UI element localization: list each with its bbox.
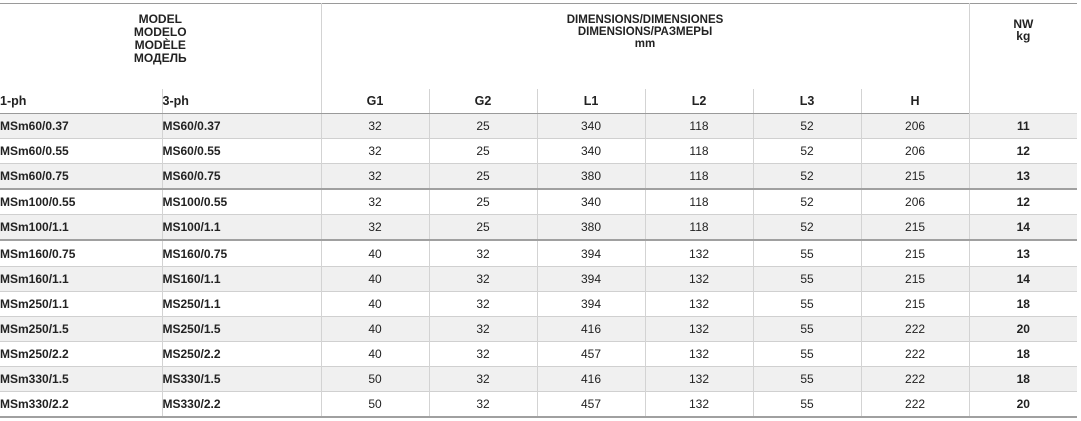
model-3ph: MS250/1.1 [162, 291, 321, 316]
model-1ph: MSm250/2.2 [0, 341, 162, 366]
model-3ph: MS330/1.5 [162, 366, 321, 391]
l1-value: 394 [537, 240, 645, 266]
model-label-en: MODEL [138, 12, 182, 26]
col-header-g1: G1 [321, 89, 429, 114]
h-value: 222 [861, 341, 969, 366]
g1-value: 32 [321, 189, 429, 215]
table-row [0, 189, 1077, 215]
table-row [0, 164, 1077, 190]
l3-value: 55 [753, 291, 861, 316]
h-value: 215 [861, 164, 969, 190]
g2-value: 32 [429, 341, 537, 366]
col-header-l2: L2 [645, 89, 753, 114]
model-3ph: MS250/1.5 [162, 316, 321, 341]
model-1ph: MSm100/0.55 [0, 189, 162, 215]
l2-value: 132 [645, 266, 753, 291]
table-row [0, 291, 1077, 316]
l3-value: 52 [753, 164, 861, 190]
h-value: 222 [861, 392, 969, 418]
g1-value: 50 [321, 392, 429, 418]
l1-value: 394 [537, 291, 645, 316]
g2-value: 32 [429, 266, 537, 291]
g1-value: 40 [321, 316, 429, 341]
g2-value: 32 [429, 316, 537, 341]
table-row [0, 341, 1077, 366]
weight-value: 13 [969, 164, 1077, 190]
weight-unit: kg [1016, 29, 1031, 43]
l1-value: 457 [537, 392, 645, 418]
model-1ph: MSm60/0.75 [0, 164, 162, 190]
l1-value: 380 [537, 215, 645, 241]
model-3ph: MS60/0.55 [162, 139, 321, 164]
g2-value: 32 [429, 240, 537, 266]
table-body [0, 114, 1077, 418]
l3-value: 55 [753, 366, 861, 391]
l3-value: 55 [753, 240, 861, 266]
dimensions-unit: mm [634, 38, 656, 50]
col-header-h: H [861, 89, 969, 114]
l2-value: 118 [645, 164, 753, 190]
l3-value: 55 [753, 392, 861, 418]
model-1ph: MSm330/1.5 [0, 366, 162, 391]
g2-value: 25 [429, 139, 537, 164]
weight-value: 18 [969, 291, 1077, 316]
l2-value: 132 [645, 291, 753, 316]
weight-value: 20 [969, 392, 1077, 418]
dimensions-label-line1: DIMENSIONS/DIMENSIONES [566, 14, 724, 26]
table-row [0, 392, 1077, 418]
table-row [0, 114, 1077, 139]
g1-value: 32 [321, 139, 429, 164]
model-1ph: MSm60/0.37 [0, 114, 162, 139]
col-header-l1: L1 [537, 89, 645, 114]
dimensions-table [0, 3, 1077, 418]
weight-value: 20 [969, 316, 1077, 341]
table-row [0, 316, 1077, 341]
table-row [0, 366, 1077, 391]
col-header-1ph: 1-ph [0, 89, 162, 114]
l1-value: 340 [537, 114, 645, 139]
model-3ph: MS160/1.1 [162, 266, 321, 291]
weight-value: 14 [969, 266, 1077, 291]
weight-header [969, 4, 1077, 114]
g2-value: 25 [429, 215, 537, 241]
model-3ph: MS60/0.37 [162, 114, 321, 139]
h-value: 222 [861, 316, 969, 341]
l3-value: 52 [753, 139, 861, 164]
col-header-g2: G2 [429, 89, 537, 114]
weight-value: 12 [969, 139, 1077, 164]
g2-value: 32 [429, 291, 537, 316]
h-value: 215 [861, 291, 969, 316]
table-row [0, 215, 1077, 241]
l1-value: 340 [537, 139, 645, 164]
g1-value: 40 [321, 341, 429, 366]
model-3ph: MS100/1.1 [162, 215, 321, 241]
model-1ph: MSm330/2.2 [0, 392, 162, 418]
weight-value: 13 [969, 240, 1077, 266]
model-1ph: MSm100/1.1 [0, 215, 162, 241]
dimensions-label-line2: DIMENSIONS/РАЗМЕРЫ [577, 26, 713, 38]
dimensions-header [321, 4, 969, 90]
model-1ph: MSm60/0.55 [0, 139, 162, 164]
h-value: 206 [861, 189, 969, 215]
weight-value: 18 [969, 366, 1077, 391]
h-value: 215 [861, 266, 969, 291]
model-1ph: MSm250/1.1 [0, 291, 162, 316]
model-3ph: MS160/0.75 [162, 240, 321, 266]
l1-value: 340 [537, 189, 645, 215]
g1-value: 32 [321, 215, 429, 241]
l2-value: 132 [645, 392, 753, 418]
weight-value: 14 [969, 215, 1077, 241]
model-label-ru: МОДЕЛЬ [133, 51, 187, 65]
table-row [0, 240, 1077, 266]
g2-value: 32 [429, 392, 537, 418]
model-1ph: MSm250/1.5 [0, 316, 162, 341]
l3-value: 55 [753, 266, 861, 291]
col-header-l3: L3 [753, 89, 861, 114]
model-1ph: MSm160/1.1 [0, 266, 162, 291]
l2-value: 118 [645, 215, 753, 241]
g1-value: 40 [321, 291, 429, 316]
weight-value: 11 [969, 114, 1077, 139]
model-3ph: MS250/2.2 [162, 341, 321, 366]
l3-value: 55 [753, 341, 861, 366]
weight-value: 18 [969, 341, 1077, 366]
g2-value: 32 [429, 366, 537, 391]
l1-value: 457 [537, 341, 645, 366]
l3-value: 52 [753, 114, 861, 139]
l2-value: 118 [645, 139, 753, 164]
model-label-fr: MODÈLE [134, 38, 186, 52]
g2-value: 25 [429, 164, 537, 190]
l2-value: 132 [645, 240, 753, 266]
l3-value: 55 [753, 316, 861, 341]
g1-value: 40 [321, 240, 429, 266]
table-row [0, 139, 1077, 164]
g2-value: 25 [429, 189, 537, 215]
l1-value: 394 [537, 266, 645, 291]
h-value: 206 [861, 114, 969, 139]
l3-value: 52 [753, 189, 861, 215]
h-value: 215 [861, 215, 969, 241]
l2-value: 132 [645, 341, 753, 366]
l1-value: 380 [537, 164, 645, 190]
g2-value: 25 [429, 114, 537, 139]
h-value: 215 [861, 240, 969, 266]
l2-value: 132 [645, 316, 753, 341]
l2-value: 132 [645, 366, 753, 391]
model-header [0, 4, 321, 90]
weight-label: NW [1013, 17, 1034, 31]
header-row-columns [0, 89, 1077, 114]
h-value: 206 [861, 139, 969, 164]
model-3ph: MS60/0.75 [162, 164, 321, 190]
model-3ph: MS100/0.55 [162, 189, 321, 215]
l3-value: 52 [753, 215, 861, 241]
l1-value: 416 [537, 316, 645, 341]
model-label-es: MODELO [133, 25, 187, 39]
weight-value: 12 [969, 189, 1077, 215]
h-value: 222 [861, 366, 969, 391]
g1-value: 40 [321, 266, 429, 291]
l2-value: 118 [645, 114, 753, 139]
col-header-3ph: 3-ph [162, 89, 321, 114]
g1-value: 32 [321, 114, 429, 139]
g1-value: 50 [321, 366, 429, 391]
l1-value: 416 [537, 366, 645, 391]
header-row-top [0, 4, 1077, 90]
g1-value: 32 [321, 164, 429, 190]
model-3ph: MS330/2.2 [162, 392, 321, 418]
table-row [0, 266, 1077, 291]
l2-value: 118 [645, 189, 753, 215]
model-1ph: MSm160/0.75 [0, 240, 162, 266]
